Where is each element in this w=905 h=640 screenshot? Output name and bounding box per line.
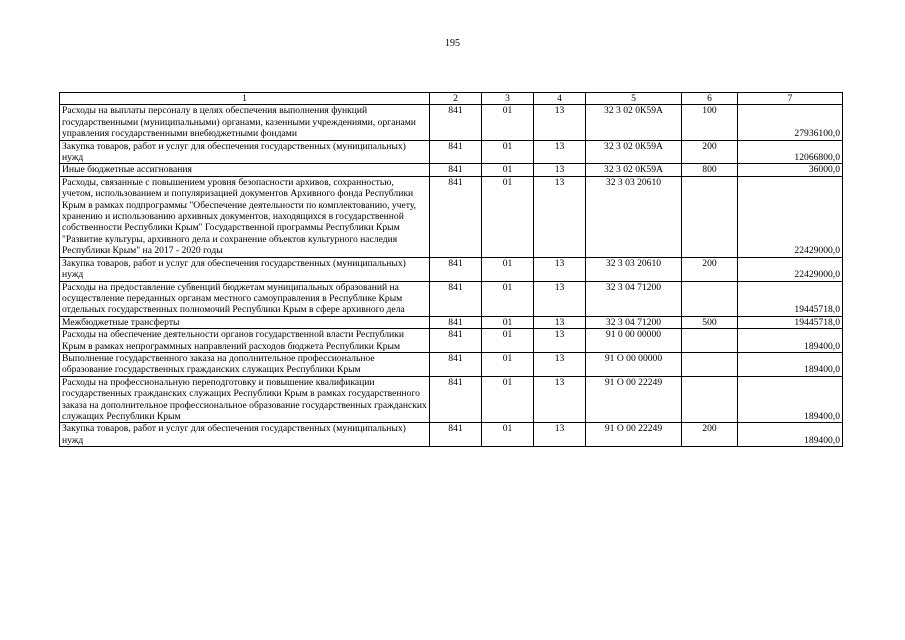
cell-csr: 32 3 02 0К59А bbox=[586, 105, 682, 140]
table-row bbox=[60, 423, 843, 447]
cell-ved: 841 bbox=[430, 176, 482, 257]
cell-vr: 200 bbox=[682, 257, 738, 281]
cell-name: Иные бюджетные ассигнования bbox=[60, 164, 430, 176]
cell-pr: 13 bbox=[534, 423, 586, 447]
cell-csr: 32 3 02 0К59А bbox=[586, 140, 682, 164]
cell-ved: 841 bbox=[430, 329, 482, 353]
cell-name: Расходы на обеспечение деятельности органов государственной власти Республики Крым в рамках непрограммных направлений расходов бюджета Республики Крым bbox=[60, 329, 430, 353]
cell-sum: 19445718,0 bbox=[738, 281, 843, 316]
header-cell: 4 bbox=[534, 93, 586, 105]
cell-pr: 13 bbox=[534, 376, 586, 423]
cell-ved: 841 bbox=[430, 316, 482, 328]
cell-sum: 189400,0 bbox=[738, 352, 843, 376]
cell-rz: 01 bbox=[482, 329, 534, 353]
cell-sum: 189400,0 bbox=[738, 329, 843, 353]
cell-rz: 01 bbox=[482, 164, 534, 176]
cell-vr bbox=[682, 281, 738, 316]
table-row bbox=[60, 257, 843, 281]
cell-pr: 13 bbox=[534, 140, 586, 164]
table-row bbox=[60, 176, 843, 257]
cell-pr: 13 bbox=[534, 352, 586, 376]
cell-csr: 32 3 04 71200 bbox=[586, 281, 682, 316]
cell-sum: 19445718,0 bbox=[738, 316, 843, 328]
cell-ved: 841 bbox=[430, 164, 482, 176]
cell-rz: 01 bbox=[482, 281, 534, 316]
table-row bbox=[60, 329, 843, 353]
cell-csr: 32 3 04 71200 bbox=[586, 316, 682, 328]
cell-pr: 13 bbox=[534, 281, 586, 316]
cell-name: Закупка товаров, работ и услуг для обеспечения государственных (муниципальных) нужд bbox=[60, 423, 430, 447]
header-cell: 5 bbox=[586, 93, 682, 105]
cell-vr bbox=[682, 176, 738, 257]
table-row bbox=[60, 105, 843, 140]
table-row bbox=[60, 316, 843, 328]
cell-csr: 32 3 02 0К59А bbox=[586, 164, 682, 176]
table-header bbox=[60, 93, 843, 105]
header-cell: 7 bbox=[738, 93, 843, 105]
cell-rz: 01 bbox=[482, 376, 534, 423]
cell-csr: 91 0 00 00000 bbox=[586, 329, 682, 353]
cell-vr bbox=[682, 376, 738, 423]
cell-ved: 841 bbox=[430, 257, 482, 281]
cell-pr: 13 bbox=[534, 105, 586, 140]
header-cell: 1 bbox=[60, 93, 430, 105]
cell-sum: 22429000,0 bbox=[738, 257, 843, 281]
cell-vr: 100 bbox=[682, 105, 738, 140]
table-row bbox=[60, 164, 843, 176]
cell-name: Расходы на выплаты персоналу в целях обеспечения выполнения функций государственными (муниципальными) органами, казенными учреждениями, органами управления государственными внебюджетными фондами bbox=[60, 105, 430, 140]
cell-ved: 841 bbox=[430, 423, 482, 447]
cell-sum: 189400,0 bbox=[738, 423, 843, 447]
cell-pr: 13 bbox=[534, 176, 586, 257]
table-row bbox=[60, 140, 843, 164]
cell-sum: 12066800,0 bbox=[738, 140, 843, 164]
cell-vr bbox=[682, 352, 738, 376]
cell-name: Закупка товаров, работ и услуг для обеспечения государственных (муниципальных) нужд bbox=[60, 257, 430, 281]
cell-rz: 01 bbox=[482, 423, 534, 447]
cell-vr: 500 bbox=[682, 316, 738, 328]
cell-rz: 01 bbox=[482, 176, 534, 257]
cell-rz: 01 bbox=[482, 352, 534, 376]
cell-csr: 91 О 00 22249 bbox=[586, 376, 682, 423]
cell-pr: 13 bbox=[534, 329, 586, 353]
cell-csr: 91 О 00 22249 bbox=[586, 423, 682, 447]
cell-ved: 841 bbox=[430, 376, 482, 423]
cell-name: Выполнение государственного заказа на дополнительное профессиональное образование государственных гражданских служащих Республики Крым bbox=[60, 352, 430, 376]
cell-vr bbox=[682, 329, 738, 353]
cell-sum: 189400,0 bbox=[738, 376, 843, 423]
cell-name: Расходы на профессиональную переподготовку и повышение квалификации государственных гражданских служащих Республики Крым в рамках государственного заказа на дополнительное профессиональное образование государственных гражданских служащих Республики Крым bbox=[60, 376, 430, 423]
cell-pr: 13 bbox=[534, 257, 586, 281]
cell-sum: 22429000,0 bbox=[738, 176, 843, 257]
cell-rz: 01 bbox=[482, 140, 534, 164]
cell-vr: 200 bbox=[682, 423, 738, 447]
cell-csr: 32 3 03 20610 bbox=[586, 176, 682, 257]
cell-pr: 13 bbox=[534, 164, 586, 176]
header-cell: 3 bbox=[482, 93, 534, 105]
table-row bbox=[60, 352, 843, 376]
cell-rz: 01 bbox=[482, 316, 534, 328]
cell-sum: 27936100,0 bbox=[738, 105, 843, 140]
budget-table bbox=[59, 92, 843, 447]
cell-pr: 13 bbox=[534, 316, 586, 328]
cell-name: Расходы на предоставление субвенций бюджетам муниципальных образований на осуществление переданных органам местного самоуправления в Республике Крым отдельных государственных полномочий Республики Крым в сфере архивного дела bbox=[60, 281, 430, 316]
cell-sum: 36000,0 bbox=[738, 164, 843, 176]
cell-ved: 841 bbox=[430, 105, 482, 140]
header-row bbox=[60, 93, 843, 105]
cell-name: Расходы, связанные с повышением уровня безопасности архивов, сохранностью, учетом, использованием и популяризацией документов Архивного фонда Республики Крым в рамках подпрограммы "Обеспечение деятельности по комплектованию, учету, хранению и использованию архивных документов, находящихся в государственной собственности Республики Крым" Государственной программы Республики Крым "Развитие культуры, архивного дела и сохранение объектов культурного наследия Республики Крым" на 2017 - 2020 годы bbox=[60, 176, 430, 257]
cell-name: Межбюджетные трансферты bbox=[60, 316, 430, 328]
table-row bbox=[60, 281, 843, 316]
table-body bbox=[60, 105, 843, 447]
cell-vr: 200 bbox=[682, 140, 738, 164]
cell-vr: 800 bbox=[682, 164, 738, 176]
page-number: 195 bbox=[445, 38, 460, 49]
table-row bbox=[60, 376, 843, 423]
header-cell: 6 bbox=[682, 93, 738, 105]
cell-ved: 841 bbox=[430, 281, 482, 316]
header-cell: 2 bbox=[430, 93, 482, 105]
cell-csr: 91 О 00 00000 bbox=[586, 352, 682, 376]
cell-rz: 01 bbox=[482, 257, 534, 281]
cell-ved: 841 bbox=[430, 140, 482, 164]
cell-name: Закупка товаров, работ и услуг для обеспечения государственных (муниципальных) нужд bbox=[60, 140, 430, 164]
cell-ved: 841 bbox=[430, 352, 482, 376]
cell-rz: 01 bbox=[482, 105, 534, 140]
cell-csr: 32 3 03 20610 bbox=[586, 257, 682, 281]
